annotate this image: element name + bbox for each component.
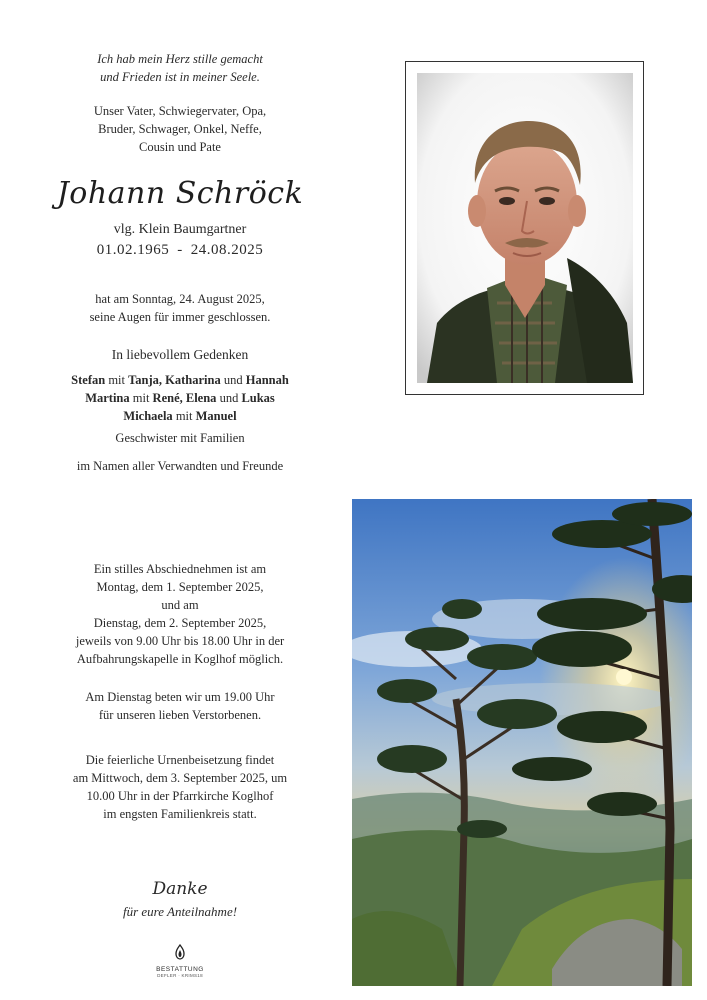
landscape-photo [352, 499, 692, 986]
death-date: 24.08.2025 [190, 242, 264, 258]
family-line: Martina mit René, Elena und Lukas [85, 391, 275, 405]
family-line: Michaela mit Manuel [123, 409, 237, 423]
logo-subtitle: DEFLER · KRIMS18 [157, 973, 203, 978]
farewell-info: Ein stilles Abschiednehmen ist am Montag, dem 1. September 2025, und am Dienstag, dem 2. September 2025, jeweils von 9.00 Uhr bis 18.00 Uhr in der Aufbahrungskapelle in Koglhof möglich. [75, 562, 285, 666]
family-line: Stefan mit Tanja, Katharina und Hannah [71, 373, 289, 387]
portrait-frame [405, 61, 644, 395]
deceased-name: Johann Schröck [56, 176, 304, 211]
urn-burial-info: Die feierliche Urnenbeisetzung findet am Mittwoch, dem 3. September 2025, um 10.00 Uhr in der Pfarrkirche Koglhof im engsten Familienkreis statt. [72, 753, 288, 821]
death-notice: hat am Sonntag, 24. August 2025, seine Augen für immer geschlossen. [89, 292, 271, 324]
thanks-subtitle: für eure Anteilnahme! [122, 904, 238, 919]
date-separator: - [177, 242, 183, 258]
logo-brand: BESTATTUNG [156, 966, 204, 973]
pine-trees-sunset-illustration [352, 499, 692, 986]
funeral-home-logo [0, 944, 360, 978]
life-dates [0, 242, 360, 259]
motto-verse: Ich hab mein Herz stille gemacht und Frieden ist in meiner Seele. [97, 52, 263, 84]
candle-flame-icon [173, 944, 187, 960]
family-list [0, 371, 360, 425]
birth-date: 01.02.1965 [96, 242, 170, 258]
deceased-vulgo: vlg. Klein Baumgartner [113, 222, 247, 237]
relatives-line: im Namen aller Verwandten und Freunde [76, 459, 284, 473]
prayer-info: Am Dienstag beten wir um 19.00 Uhr für unseren lieben Verstorbenen. [85, 690, 275, 722]
memory-heading: In liebevollem Gedenken [111, 347, 249, 362]
portrait-photo [417, 73, 633, 383]
siblings-line: Geschwister mit Familien [115, 431, 245, 445]
relation-list: Unser Vater, Schwiegervater, Opa, Bruder, Schwager, Onkel, Neffe, Cousin und Pate [93, 104, 267, 154]
thanks-title: Danke [152, 879, 208, 899]
portrait-illustration [417, 73, 633, 383]
